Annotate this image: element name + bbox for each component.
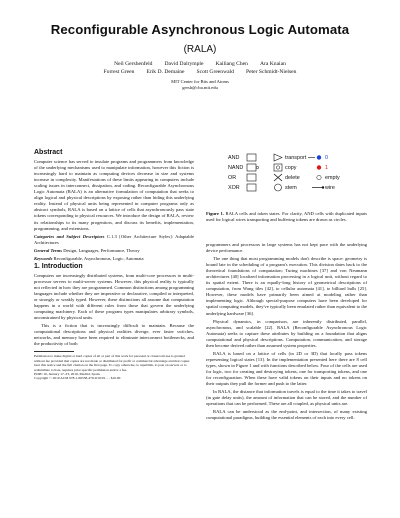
nand-bubble-icon <box>256 166 258 168</box>
footnote-divider <box>34 351 74 352</box>
state-label-one: 1 <box>325 165 328 171</box>
gate-label-nand: NAND <box>228 165 244 171</box>
xor-cell-icon <box>247 184 256 191</box>
gate-label-and: AND <box>228 155 240 161</box>
general-terms <box>34 248 194 254</box>
general-terms-text: Design, Languages, Performance, Theory <box>63 247 140 253</box>
state-label-empty: empty <box>325 175 340 181</box>
abstract-text: Computer science has served to insulate programs and programmers from knowledge of the underlying mechanisms used to manipulate information, however this fiction is increasingly hard to maintain as computing devices decrease in size and systems increase in complexity. Manifestations of these limits appearing in computers include scaling issues in interconnect, dissipation, and coding. Reconfigurable Asynchronous Logic Automata (RALA) is an alternative formulation of computation that seeks to align logical and physical descriptions by exposing rather than hiding this underlying reality. Instead of physical units being represented in computer programs only as abstract symbols, RALA is based on a lattice of cells that asynchronously pass state tokens corresponding to physical resources. We introduce the design of RALA, review its relationships to its many progenitors, and discuss its benefits, implementation, programming, and extensions. <box>34 159 194 231</box>
op-label-transport: transport <box>285 155 307 161</box>
wire-junction-icon <box>322 186 324 188</box>
author-email: gersh@cba.mit.edu <box>182 85 218 91</box>
gate-label-or: OR <box>228 175 237 181</box>
right-paragraph-5: In RALA, the distance that information travels is equal to the time it takes to travel (in gate delay units), the amount of information that can be stored, and the number of operations that can be performed. These are all coupled, as physical units are. <box>206 389 367 407</box>
figure-1-cell-legend <box>228 152 352 194</box>
permission-footnote: Permission to make digital or hard copies of all or part of this work for personal or classroom use is granted without fee provided that copies are not made or distributed for profit or commercial advantage and that copies bear this notice and the full citation on the first page. To copy otherwise, to republish, to post on servers or to redistribute to lists, requires prior specific permission and/or a fee. <box>34 354 190 372</box>
author: David Dalrymple <box>164 61 204 67</box>
and-cell-icon <box>247 154 256 161</box>
copy-icon <box>274 164 282 171</box>
venue-footnote: POPL'10, January 17–23, 2010, Madrid, Spain. <box>34 372 101 377</box>
author: Kailiang Chen <box>215 61 248 67</box>
author-row-2 <box>0 68 400 76</box>
copyright-footnote: Copyright © 2010 ACM 978-1-60558-479-9/10/01. . . $10.00 <box>34 376 121 381</box>
token-empty-icon <box>317 175 321 179</box>
keywords-text: Reconfigurable, Asynchronous, Logic, Automata <box>53 255 144 261</box>
author: Erik D. Demaine <box>146 69 185 75</box>
right-paragraph-2: The one thing that most programming models don't describe is space: geometry is bound late in the scheduling of a program's execution. This division dates back to the theoretical foundations of computation; Turing machines [37] and von Neumann architectures [40] localized information processing in a logical unit, without regard to its spatial extent. There is an equally-long history of geometrical descriptions of computation, from Wang tiles [42], to cellular automata [41], to billiard balls [25]. However, these models have primarily been aimed at modeling rather than implementing logic. Although special-purpose computers have been developed for spatial computing models, they've typically been emulated rather than equivalent to the underlying hardware [36]. <box>206 256 367 316</box>
right-paragraph-3: Physical dynamics, in comparison, are inherently distributed, parallel, asynchronous, and scalable [22]. RALA (Reconfigurable Asynchronous Logic Automata) seeks to capture these attributes by building on a foundation that aligns computational and physical descriptions. Computation, communication, and storage then become derived rather than assumed system properties. <box>206 318 367 348</box>
right-column <box>206 242 367 423</box>
paper-subtitle: (RALA) <box>183 44 217 55</box>
keywords-label: Keywords <box>34 255 53 261</box>
affiliation: MIT Center for Bits and Atoms <box>171 79 229 84</box>
author-list <box>0 60 400 76</box>
right-paragraph-4: RALA is based on a lattice of cells (in 2D or 3D) that locally pass tokens representing logical states [13]. In the implementation presented here there are 8 cell types, shown in Figure 1 and with functions described below. Four of the cells are used for logic, two for creating and destroying tokens, one for transporting tokens, and one for reconfiguration. When these have valid tokens on their inputs and no tokens on their outputs they pull the former and push to the latter. <box>206 350 367 387</box>
op-label-stem: stem <box>285 185 297 191</box>
introduction-heading: 1. Introduction <box>34 262 83 270</box>
intro-paragraph-1: Computers are increasingly distributed systems, from multi-core processors to multi-processor servers to multi-server systems. However, this physical reality is typically not reflected in how they are programmed. Common distinctions among programming languages include whether they are imperative or declarative, compiled or interpreted, or strongly or weakly typed. However, these distinctions all assume that computation happens in a world with different rules from those that govern the underlying computing machinery. Each of these program types manipulates arbitrary symbols, unconstrained by physical units. <box>34 272 194 321</box>
author: Peter Schmidt-Nielsen <box>245 69 297 75</box>
stem-icon <box>275 184 282 191</box>
abstract-heading: Abstract <box>34 149 63 156</box>
nand-cell-icon <box>247 164 256 171</box>
categories-label: Categories and Subject Descriptors <box>34 233 105 239</box>
right-paragraph-6: RALA can be understood as the end-point, and intersection, of many existing computational paradigms, building the essential elements of each into every cell: <box>206 409 367 421</box>
or-cell-icon <box>247 174 256 181</box>
general-terms-label: General Terms <box>34 247 63 253</box>
figure-caption-text: RALA cells and token states. For clarity, AND cells with duplicated inputs used for logical wires transporting and buffering tokens are drawn as circles. <box>206 211 368 222</box>
state-label-wire: wire <box>325 185 335 191</box>
op-label-delete: delete <box>285 175 300 181</box>
author: Forrest Green <box>103 69 135 75</box>
delete-icon <box>274 174 282 181</box>
token-zero-icon <box>317 155 321 159</box>
keywords <box>34 256 194 262</box>
figure-caption-label: Figure 1. <box>206 211 224 216</box>
right-paragraph-1: programmers and processors in large systems has not kept pace with the underlying device performance. <box>206 242 367 254</box>
figure-1-caption <box>206 211 367 223</box>
left-column <box>34 150 194 381</box>
op-label-copy: copy <box>285 165 297 171</box>
affiliation-block <box>0 79 400 91</box>
categories <box>34 234 194 246</box>
intro-paragraph-2: This is a fiction that is increasingly difficult to maintain. Because the computational descriptions and physical realities diverge, ever faster switches, networks, and memory have been required to eliminate interconnect bottlenecks, and the productivity of both <box>34 323 194 347</box>
author-row-1 <box>0 60 400 68</box>
transport-icon <box>274 154 282 161</box>
author: Ara Knaian <box>259 61 286 67</box>
author: Neil Gershenfeld <box>114 61 153 67</box>
categories-text: C.1.3 [Other Architecture Styles]: Adaptable Architectures <box>34 233 195 245</box>
state-label-zero: 0 <box>325 155 328 161</box>
paper-title: Reconfigurable Asynchronous Logic Automata <box>50 22 350 37</box>
gate-label-xor: XOR <box>228 185 240 191</box>
token-one-icon <box>317 165 321 169</box>
author: Scott Greenwald <box>196 69 234 75</box>
